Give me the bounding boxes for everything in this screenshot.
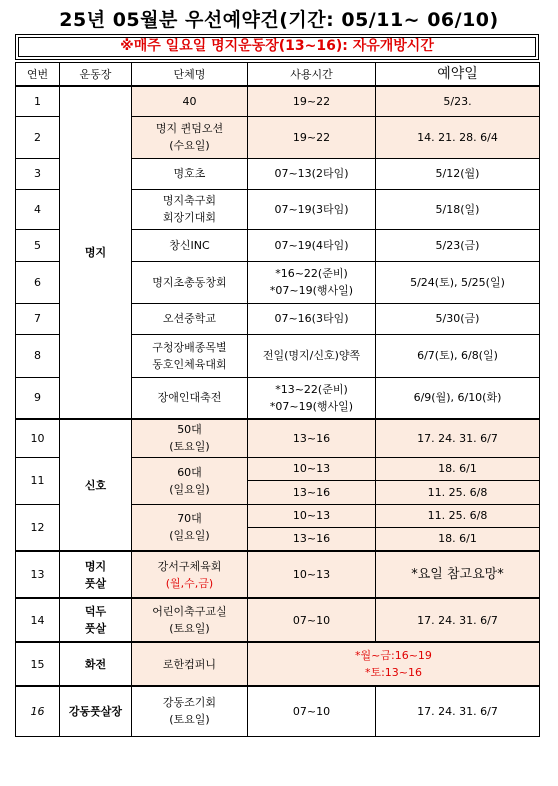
time-cell: 07~10: [248, 598, 376, 642]
team-line: 구청장배종목별: [152, 340, 227, 354]
notice-banner: [15, 34, 539, 60]
team-cell: 명지초총동창회: [132, 261, 248, 303]
time-line: *16~22(준비): [275, 267, 348, 280]
date-cell: 17. 24. 31. 6/7: [376, 686, 540, 736]
time-cell: 07~19(4타임): [248, 229, 376, 261]
team-cell: [132, 116, 248, 158]
row-no: 4: [16, 189, 60, 229]
time-cell: 13~16: [248, 527, 376, 551]
location-line: 덕두: [84, 605, 107, 618]
row-no: 7: [16, 303, 60, 334]
date-cell: 17. 24. 31. 6/7: [376, 419, 540, 457]
location-line: 풋살: [84, 576, 107, 590]
date-cell: 5/23(금): [376, 229, 540, 261]
team-line: 명지축구회: [162, 194, 217, 207]
time-cell: 19~22: [248, 116, 376, 158]
team-cell: [132, 189, 248, 229]
team-line: 회장기대회: [162, 211, 217, 224]
team-line-red: (월,수,금): [165, 576, 214, 590]
time-cell: 10~13: [248, 457, 376, 480]
team-line: 50대: [177, 423, 202, 437]
date-cell: 17. 24. 31. 6/7: [376, 598, 540, 642]
team-cell: 장애인대축전: [132, 377, 248, 419]
location-line: 풋살: [84, 622, 107, 635]
date-cell: 11. 25. 6/8: [376, 504, 540, 527]
team-line: 명지 퀸덤오션: [155, 122, 224, 135]
row-no: 16: [16, 686, 60, 736]
location-cell: [60, 551, 132, 598]
row-no: 12: [16, 504, 60, 551]
team-line: 70대: [177, 512, 202, 526]
page-title: 25년 05월분 우선예약건(기간: 05/11~ 06/10): [59, 9, 499, 31]
header-row: [16, 63, 540, 87]
merged-line: *월~금:16~19: [355, 649, 432, 662]
team-cell: [132, 598, 248, 642]
team-cell: 40: [132, 86, 248, 116]
team-line: 어린이축구교실: [152, 605, 227, 618]
row-no: 2: [16, 116, 60, 158]
time-cell: 전일(명지/신호)양쪽: [248, 334, 376, 377]
team-line: (토요일): [169, 622, 210, 635]
notice-text: ※매주 일요일 명지운동장(13~16): 자유개방시간: [120, 38, 434, 54]
team-cell: [132, 686, 248, 736]
row-no: 5: [16, 229, 60, 261]
team-line: (수요일): [169, 139, 210, 152]
row-no: 9: [16, 377, 60, 419]
date-cell: 18. 6/1: [376, 457, 540, 480]
team-cell: [132, 457, 248, 504]
table-row: [16, 686, 540, 736]
table-row: [16, 551, 540, 598]
location-cell: 화전: [60, 642, 132, 686]
time-cell: 19~22: [248, 86, 376, 116]
header-team: 단체명: [132, 63, 248, 87]
team-line: 동호인체육대회: [152, 357, 227, 371]
row-no: 11: [16, 457, 60, 504]
header-time: 사용시간: [248, 63, 376, 87]
team-cell: [132, 334, 248, 377]
table-row: [16, 86, 540, 116]
time-cell: 13~16: [248, 480, 376, 504]
time-cell: 07~19(3타임): [248, 189, 376, 229]
row-no: 1: [16, 86, 60, 116]
row-no: 10: [16, 419, 60, 457]
team-line: (토요일): [169, 713, 210, 727]
team-line: (토요일): [169, 440, 210, 454]
team-line: (일요일): [169, 482, 210, 496]
team-line: 60대: [177, 465, 202, 479]
date-cell: 5/12(월): [376, 158, 540, 189]
time-line: *13~22(준비): [275, 382, 348, 396]
time-cell: [248, 377, 376, 419]
date-cell: 6/7(토), 6/8(일): [376, 334, 540, 377]
row-no: 8: [16, 334, 60, 377]
time-line: *07~19(행사일): [269, 284, 354, 297]
date-cell: 5/18(일): [376, 189, 540, 229]
date-cell: 6/9(월), 6/10(화): [376, 377, 540, 419]
team-line: (일요일): [169, 529, 210, 543]
date-cell: 5/30(금): [376, 303, 540, 334]
team-cell: 명호초: [132, 158, 248, 189]
team-cell: [132, 504, 248, 551]
row-no: 15: [16, 642, 60, 686]
header-location: 운동장: [60, 63, 132, 87]
table-row: [16, 419, 540, 457]
date-cell: 5/23.: [376, 86, 540, 116]
team-cell: [132, 419, 248, 457]
time-cell: 07~16(3타임): [248, 303, 376, 334]
team-line: 강서구체육회: [157, 559, 222, 573]
location-cell: 명지: [60, 86, 132, 419]
time-cell: [248, 261, 376, 303]
date-cell: 14. 21. 28. 6/4: [376, 116, 540, 158]
reservation-table: [15, 62, 540, 737]
merged-time-date-cell: [248, 642, 540, 686]
date-cell: 5/24(토), 5/25(일): [376, 261, 540, 303]
table-row: [16, 642, 540, 686]
header-no: 연번: [16, 63, 60, 87]
row-no: 6: [16, 261, 60, 303]
time-cell: 07~10: [248, 686, 376, 736]
time-cell: 10~13: [248, 504, 376, 527]
date-cell: *요일 참고요망*: [376, 551, 540, 598]
row-no: 13: [16, 551, 60, 598]
date-cell: 18. 6/1: [376, 527, 540, 551]
row-no: 14: [16, 598, 60, 642]
team-cell: 창신INC: [132, 229, 248, 261]
time-cell: 10~13: [248, 551, 376, 598]
location-cell: 신호: [60, 419, 132, 551]
team-cell: 로한컴퍼니: [132, 642, 248, 686]
table-row: [16, 598, 540, 642]
location-cell: [60, 598, 132, 642]
location-cell: 강동풋살장: [60, 686, 132, 736]
location-line: 명지: [84, 559, 107, 573]
team-cell: [132, 551, 248, 598]
row-no: 3: [16, 158, 60, 189]
date-cell: 11. 25. 6/8: [376, 480, 540, 504]
merged-line: *토:13~16: [364, 666, 423, 679]
time-cell: 07~13(2타임): [248, 158, 376, 189]
team-line: 강동조기회: [162, 696, 217, 710]
time-cell: 13~16: [248, 419, 376, 457]
time-line: *07~19(행사일): [269, 399, 354, 413]
header-date: 예약일: [376, 63, 540, 87]
team-cell: 오션중학교: [132, 303, 248, 334]
